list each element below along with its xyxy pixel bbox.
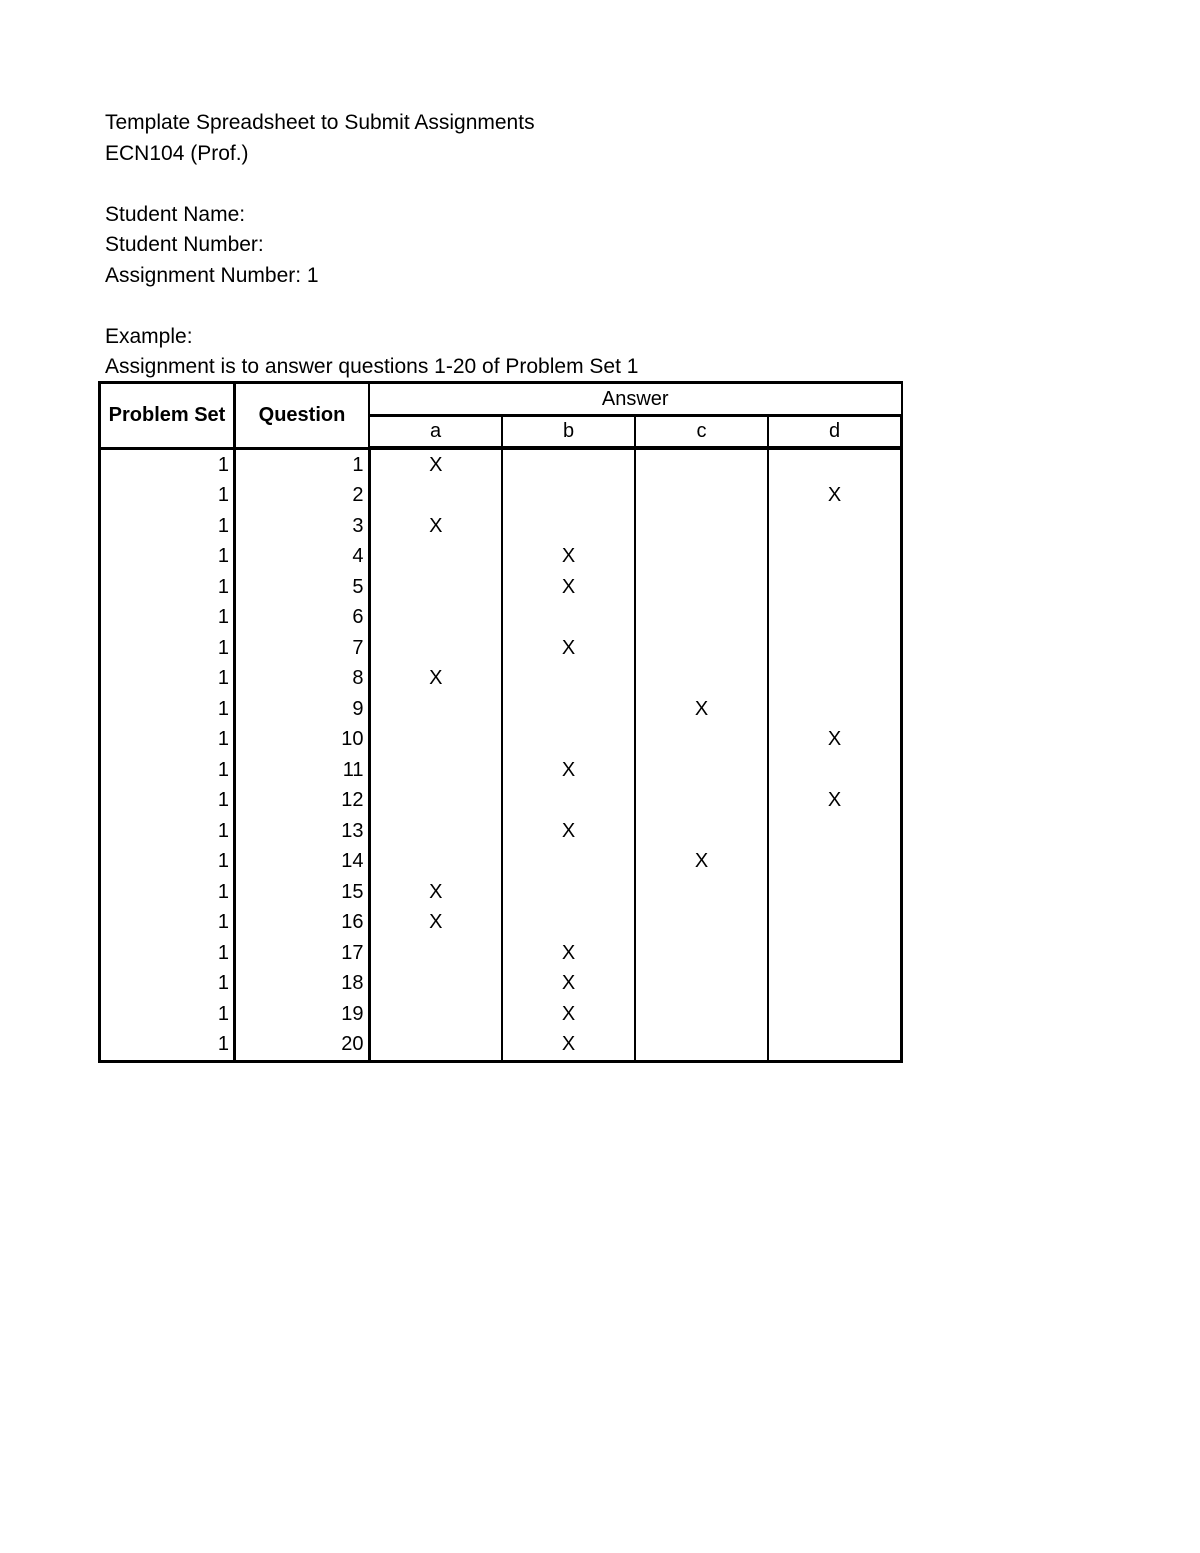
cell-answer-b: X [502, 816, 635, 847]
cell-answer-d [768, 908, 902, 939]
cell-answer-b [502, 448, 635, 481]
cell-answer-b: X [502, 969, 635, 1000]
cell-problem-set: 1 [100, 999, 235, 1030]
cell-question: 10 [235, 725, 370, 756]
table-row [100, 511, 902, 542]
cell-answer-a [369, 481, 502, 512]
cell-problem-set: 1 [100, 694, 235, 725]
cell-question: 6 [235, 603, 370, 634]
table-row [100, 999, 902, 1030]
cell-answer-a [369, 816, 502, 847]
table-row [100, 603, 902, 634]
document-title: Template Spreadsheet to Submit Assignments [105, 111, 535, 134]
cell-answer-a [369, 755, 502, 786]
cell-answer-a: X [369, 877, 502, 908]
cell-answer-b [502, 725, 635, 756]
cell-question: 17 [235, 938, 370, 969]
cell-answer-d [768, 877, 902, 908]
cell-answer-a [369, 603, 502, 634]
cell-answer-c [635, 938, 768, 969]
cell-question: 4 [235, 542, 370, 573]
table-row [100, 969, 902, 1000]
example-description: Assignment is to answer questions 1-20 of Problem Set 1 [105, 355, 639, 378]
example-label: Example: [105, 324, 193, 348]
cell-answer-a: X [369, 448, 502, 481]
assignment-number-label: Assignment Number: 1 [105, 263, 319, 287]
cell-answer-c [635, 542, 768, 573]
cell-answer-c [635, 1030, 768, 1062]
cell-answer-c [635, 633, 768, 664]
cell-problem-set: 1 [100, 847, 235, 878]
cell-answer-c [635, 725, 768, 756]
course-label: ECN104 (Prof.) [105, 141, 249, 165]
cell-answer-c [635, 816, 768, 847]
cell-problem-set: 1 [100, 969, 235, 1000]
cell-answer-b: X [502, 938, 635, 969]
header-question: Question [235, 383, 370, 449]
cell-answer-b [502, 786, 635, 817]
cell-answer-c [635, 448, 768, 481]
cell-answer-a [369, 969, 502, 1000]
cell-answer-a [369, 999, 502, 1030]
cell-answer-d [768, 938, 902, 969]
cell-problem-set: 1 [100, 664, 235, 695]
spacer [105, 291, 638, 322]
cell-answer-c [635, 877, 768, 908]
cell-answer-b: X [502, 633, 635, 664]
table-row [100, 908, 902, 939]
cell-question: 12 [235, 786, 370, 817]
table-body [100, 448, 902, 1062]
cell-answer-d [768, 847, 902, 878]
cell-answer-c [635, 755, 768, 786]
cell-question: 5 [235, 572, 370, 603]
cell-problem-set: 1 [100, 786, 235, 817]
cell-answer-b: X [502, 1030, 635, 1062]
cell-question: 15 [235, 877, 370, 908]
table-row [100, 786, 902, 817]
cell-problem-set: 1 [100, 448, 235, 481]
cell-problem-set: 1 [100, 725, 235, 756]
table-row [100, 847, 902, 878]
cell-answer-b [502, 908, 635, 939]
cell-answer-c [635, 908, 768, 939]
cell-answer-b: X [502, 999, 635, 1030]
header-answer: Answer [369, 383, 902, 416]
cell-answer-b: X [502, 542, 635, 573]
table-row [100, 542, 902, 573]
cell-answer-a: X [369, 908, 502, 939]
cell-answer-a [369, 938, 502, 969]
table-row [100, 481, 902, 512]
cell-answer-b [502, 511, 635, 542]
cell-question: 19 [235, 999, 370, 1030]
cell-answer-d [768, 633, 902, 664]
header-option-a: a [369, 416, 502, 449]
header-problem-set: Problem Set [100, 383, 235, 449]
cell-answer-c [635, 786, 768, 817]
header-option-b: b [502, 416, 635, 449]
cell-answer-b [502, 694, 635, 725]
cell-answer-d: X [768, 786, 902, 817]
cell-answer-d [768, 694, 902, 725]
cell-problem-set: 1 [100, 603, 235, 634]
table-row [100, 725, 902, 756]
cell-answer-a [369, 847, 502, 878]
header-option-c: c [635, 416, 768, 449]
cell-problem-set: 1 [100, 816, 235, 847]
cell-question: 9 [235, 694, 370, 725]
table-row [100, 816, 902, 847]
header-option-d: d [768, 416, 902, 449]
cell-answer-d [768, 1030, 902, 1062]
cell-answer-c [635, 511, 768, 542]
document-header [105, 108, 638, 383]
cell-answer-d [768, 542, 902, 573]
cell-problem-set: 1 [100, 877, 235, 908]
cell-answer-d: X [768, 725, 902, 756]
cell-answer-c [635, 481, 768, 512]
student-number-label: Student Number: [105, 233, 264, 256]
cell-question: 13 [235, 816, 370, 847]
cell-problem-set: 1 [100, 1030, 235, 1062]
cell-answer-d [768, 999, 902, 1030]
cell-answer-b [502, 481, 635, 512]
cell-answer-b [502, 603, 635, 634]
cell-answer-c [635, 572, 768, 603]
table-row [100, 694, 902, 725]
table-row [100, 572, 902, 603]
cell-question: 1 [235, 448, 370, 481]
student-name-label: Student Name: [105, 202, 246, 226]
cell-question: 18 [235, 969, 370, 1000]
cell-answer-c [635, 969, 768, 1000]
table-row [100, 448, 902, 481]
cell-answer-a [369, 572, 502, 603]
table-row [100, 1030, 902, 1062]
cell-question: 3 [235, 511, 370, 542]
cell-answer-a [369, 633, 502, 664]
cell-question: 8 [235, 664, 370, 695]
spacer [105, 169, 638, 200]
cell-question: 7 [235, 633, 370, 664]
cell-answer-d [768, 816, 902, 847]
cell-answer-a [369, 694, 502, 725]
cell-answer-c [635, 999, 768, 1030]
cell-answer-a: X [369, 664, 502, 695]
cell-problem-set: 1 [100, 572, 235, 603]
cell-answer-d: X [768, 481, 902, 512]
cell-answer-c: X [635, 847, 768, 878]
cell-problem-set: 1 [100, 511, 235, 542]
cell-question: 16 [235, 908, 370, 939]
cell-problem-set: 1 [100, 542, 235, 573]
cell-answer-d [768, 572, 902, 603]
cell-problem-set: 1 [100, 908, 235, 939]
table-row [100, 938, 902, 969]
cell-problem-set: 1 [100, 938, 235, 969]
table-row [100, 664, 902, 695]
cell-problem-set: 1 [100, 633, 235, 664]
cell-answer-b [502, 664, 635, 695]
cell-question: 2 [235, 481, 370, 512]
cell-answer-a [369, 1030, 502, 1062]
table-row [100, 877, 902, 908]
cell-answer-c [635, 603, 768, 634]
cell-answer-d [768, 755, 902, 786]
cell-answer-b [502, 877, 635, 908]
cell-answer-d [768, 969, 902, 1000]
table-row [100, 633, 902, 664]
cell-answer-a [369, 786, 502, 817]
cell-problem-set: 1 [100, 755, 235, 786]
cell-answer-d [768, 448, 902, 481]
cell-answer-a [369, 542, 502, 573]
cell-answer-b: X [502, 755, 635, 786]
cell-answer-c [635, 664, 768, 695]
table-row [100, 755, 902, 786]
cell-question: 14 [235, 847, 370, 878]
cell-answer-b [502, 847, 635, 878]
cell-answer-c: X [635, 694, 768, 725]
cell-problem-set: 1 [100, 481, 235, 512]
cell-answer-d [768, 664, 902, 695]
cell-answer-b: X [502, 572, 635, 603]
cell-question: 20 [235, 1030, 370, 1062]
cell-answer-d [768, 511, 902, 542]
cell-question: 11 [235, 755, 370, 786]
cell-answer-d [768, 603, 902, 634]
cell-answer-a [369, 725, 502, 756]
answer-table [98, 381, 903, 1063]
cell-answer-a: X [369, 511, 502, 542]
